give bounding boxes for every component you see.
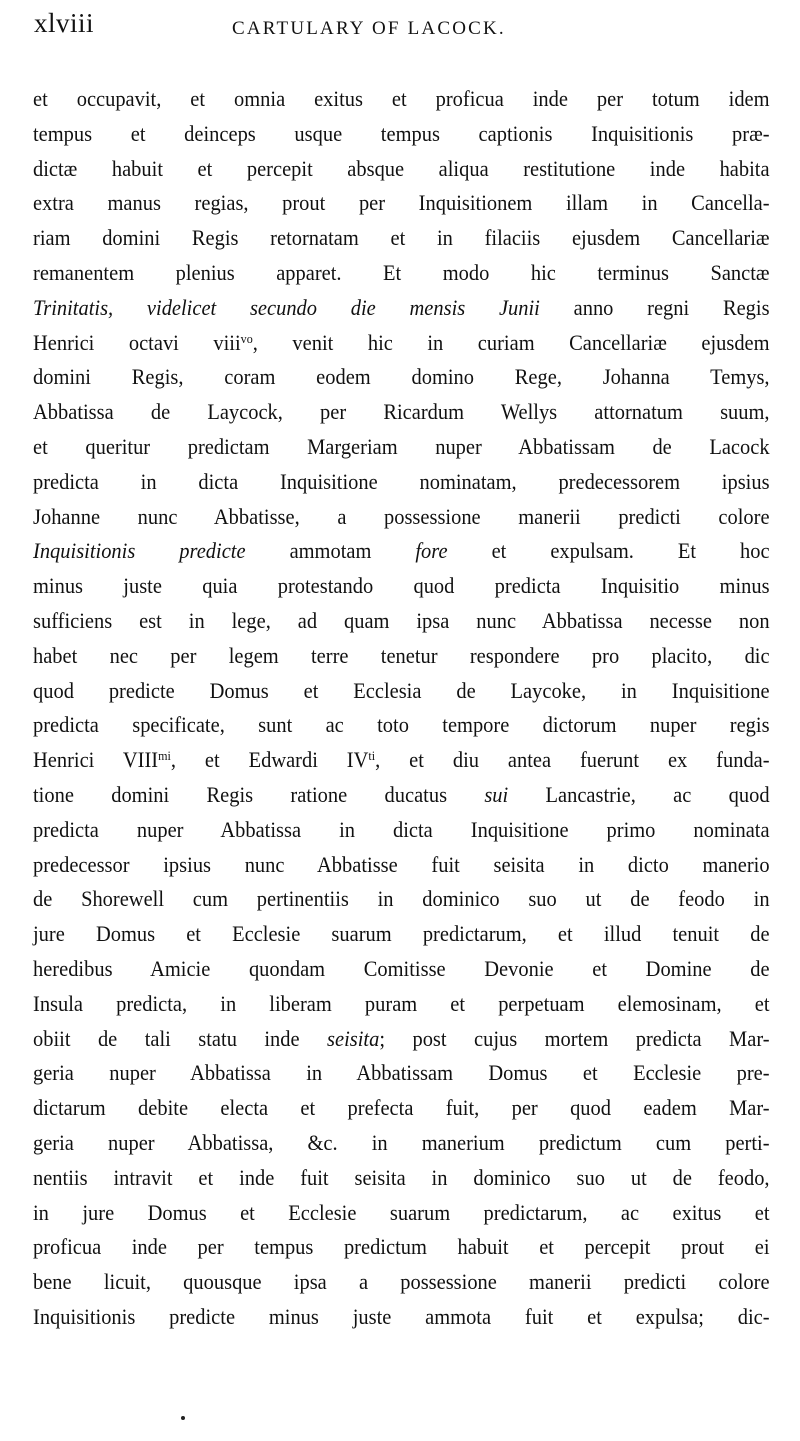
text-segment: vo [240,330,253,346]
text-segment: , et diu antea fuerunt ex funda- [375,747,770,773]
text-segment: tempus et deinceps usque tempus captionis Inquisitionis præ- [33,120,770,146]
text-segment: geria nuper Abbatissa, &c. in manerium predictum cum perti- [33,1129,770,1155]
text-line [33,604,770,639]
text-line [33,917,770,952]
text-line [33,500,770,535]
text-segment: nentiis intravit et inde fuit seisita in dominico suo ut de feodo, [33,1164,770,1190]
text-segment: mi [158,748,171,764]
text-line [33,1126,770,1161]
text-segment: et occupavit, et omnia exitus et proficua inde per totum idem [33,86,770,111]
text-line [33,534,770,569]
text-segment: ; post cujus mortem predicta Mar- [379,1025,770,1051]
text-line [33,743,770,778]
text-segment: ti [368,748,376,764]
text-line [33,1161,770,1196]
text-segment: habet nec per legem terre tenetur respondere pro placito, dic [33,642,770,668]
text-line [33,1022,770,1057]
text-line [33,1300,770,1335]
text-line [33,1091,770,1126]
text-segment: Inquisitionis predicte minus juste ammota fuit et expulsa; dic- [33,1303,770,1329]
text-segment: proficua inde per tempus predictum habuit et percepit prout ei [33,1234,770,1260]
text-line [33,569,770,604]
text-line [33,882,770,917]
text-segment: tione domini Regis ratione ducatus [33,781,485,807]
text-segment: Henrici octavi viii [33,329,241,355]
running-title: CARTULARY OF LACOCK. [232,18,506,39]
text-segment: Insula predicta, in liberam puram et perpetuam elemosinam, et [33,990,770,1016]
text-line [33,1056,770,1091]
text-segment: quod predicte Domus et Ecclesia de Laycoke, in Inquisitione [33,677,770,703]
text-line [33,813,770,848]
text-segment: , et Edwardi IV [170,747,369,773]
printer-mark-dot [181,1416,185,1420]
text-segment: dictarum debite electa et prefecta fuit, per quod eadem Mar- [33,1095,770,1121]
text-segment: heredibus Amicie quondam Comitisse Devonie et Domine de [33,955,770,981]
page-number: xlviii [34,8,95,38]
text-line [33,291,770,326]
text-line [33,256,770,291]
text-segment: domini Regis, coram eodem domino Rege, Johanna Temys, [33,364,770,390]
text-segment: fore [415,538,448,564]
text-segment: dictæ habuit et percepit absque aliqua restitutione inde habita [33,155,770,181]
text-line [33,1265,770,1300]
text-segment: riam domini Regis retornatam et in filaciis ejusdem Cancellariæ [33,225,770,251]
text-segment: obiit de tali statu inde [33,1025,328,1051]
text-line [33,395,770,430]
text-segment: et expulsam. Et hoc [447,538,770,564]
text-segment: remanentem plenius apparet. Et modo hic terminus Sanctæ [33,259,770,285]
text-line [33,848,770,883]
text-line [33,639,770,674]
text-line [33,186,770,221]
text-segment: ammotam [245,538,416,564]
text-segment: Johanne nunc Abbatisse, a possessione manerii predicti colore [33,503,770,529]
text-segment: Henrici VIII [33,747,159,773]
text-segment: predicta in dicta Inquisitione nominatam, predecessorem ipsius [33,468,770,494]
text-segment: minus juste quia protestando quod predicta Inquisitio minus [33,573,770,599]
text-line [33,326,770,361]
text-segment: , venit hic in curiam Cancellariæ ejusdem [252,329,770,355]
text-line [33,360,770,395]
text-line [33,221,770,256]
text-segment: predicta nuper Abbatissa in dicta Inquisitione primo nominata [33,816,770,842]
text-segment: geria nuper Abbatissa in Abbatissam Domus et Ecclesie pre- [33,1060,770,1086]
text-line [33,430,770,465]
text-segment: sui [484,781,509,807]
text-segment: et queritur predictam Margeriam nuper Abbatissam de Lacock [33,433,770,459]
text-segment: jure Domus et Ecclesie suarum predictarum, et illud tenuit de [33,921,770,947]
text-line [33,987,770,1022]
text-line [33,465,770,500]
text-segment: Trinitatis, videlicet secundo die mensis Junii [33,294,540,320]
text-segment: predicta specificate, sunt ac toto tempore dictorum nuper regis [33,712,770,738]
text-line [33,1230,770,1265]
text-segment: anno regni Regis [539,294,770,320]
text-line [33,952,770,987]
text-segment: extra manus regias, prout per Inquisitionem illam in Cancella- [33,190,770,216]
text-segment: seisita [327,1025,380,1051]
text-segment: sufficiens est in lege, ad quam ipsa nunc Abbatissa necesse non [33,607,770,633]
text-line [33,82,770,117]
text-segment: Inquisitionis predicte [33,538,246,564]
text-segment: bene licuit, quousque ipsa a possessione manerii predicti colore [33,1269,770,1295]
body-text [33,82,770,1335]
text-line [33,1196,770,1231]
text-line [33,708,770,743]
text-segment: predecessor ipsius nunc Abbatisse fuit seisita in dicto manerio [33,851,770,877]
text-line [33,778,770,813]
text-line [33,117,770,152]
text-line [33,152,770,187]
text-segment: in jure Domus et Ecclesie suarum predictarum, ac exitus et [33,1199,770,1225]
text-segment: Abbatissa de Laycock, per Ricardum Wellys attornatum suum, [33,399,770,425]
text-segment: Lancastrie, ac quod [508,781,770,807]
text-line [33,674,770,709]
text-segment: de Shorewell cum pertinentiis in dominico suo ut de feodo in [33,886,770,912]
